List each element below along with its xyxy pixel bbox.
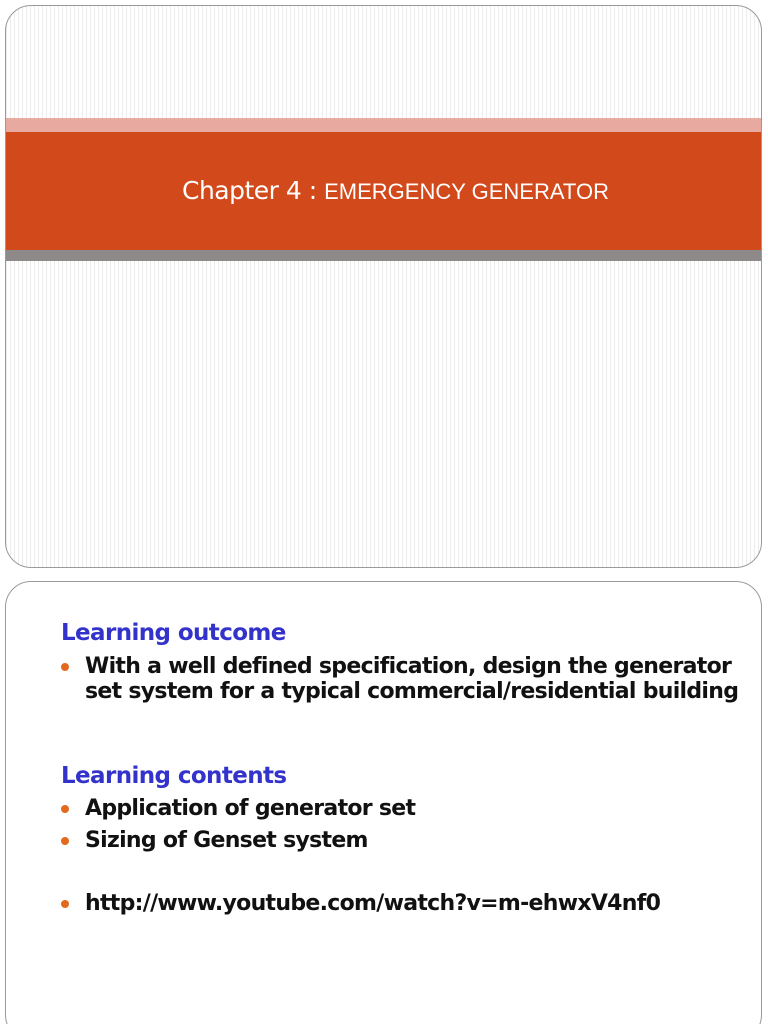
- list-item-text: Sizing of Genset system: [85, 828, 368, 853]
- list-item: [61, 796, 751, 821]
- bullet-icon: [61, 663, 69, 671]
- learning-outcome-heading: Learning outcome: [61, 620, 286, 646]
- learning-contents-heading: Learning contents: [61, 763, 287, 789]
- list-item: [61, 891, 751, 916]
- title-band-top-stripe: [6, 118, 761, 132]
- title-slide: [5, 5, 762, 568]
- bullet-icon: [61, 837, 69, 845]
- title-subject: EMERGENCY GENERATOR: [324, 179, 609, 204]
- list-item: [61, 654, 751, 704]
- list-item-text: Application of generator set: [85, 796, 416, 821]
- title-band-bottom-stripe: [6, 250, 761, 261]
- bullet-icon: [61, 805, 69, 813]
- title-chapter: Chapter 4 :: [182, 176, 325, 205]
- list-item-text: With a well defined specification, design the generator set system for a typical commercial/residential building: [85, 654, 739, 704]
- list-item: [61, 828, 751, 853]
- content-slide: [5, 581, 762, 1024]
- slide-title: [182, 171, 609, 215]
- bullet-icon: [61, 900, 69, 908]
- video-link[interactable]: http://www.youtube.com/watch?v=m-ehwxV4nf0: [85, 891, 661, 916]
